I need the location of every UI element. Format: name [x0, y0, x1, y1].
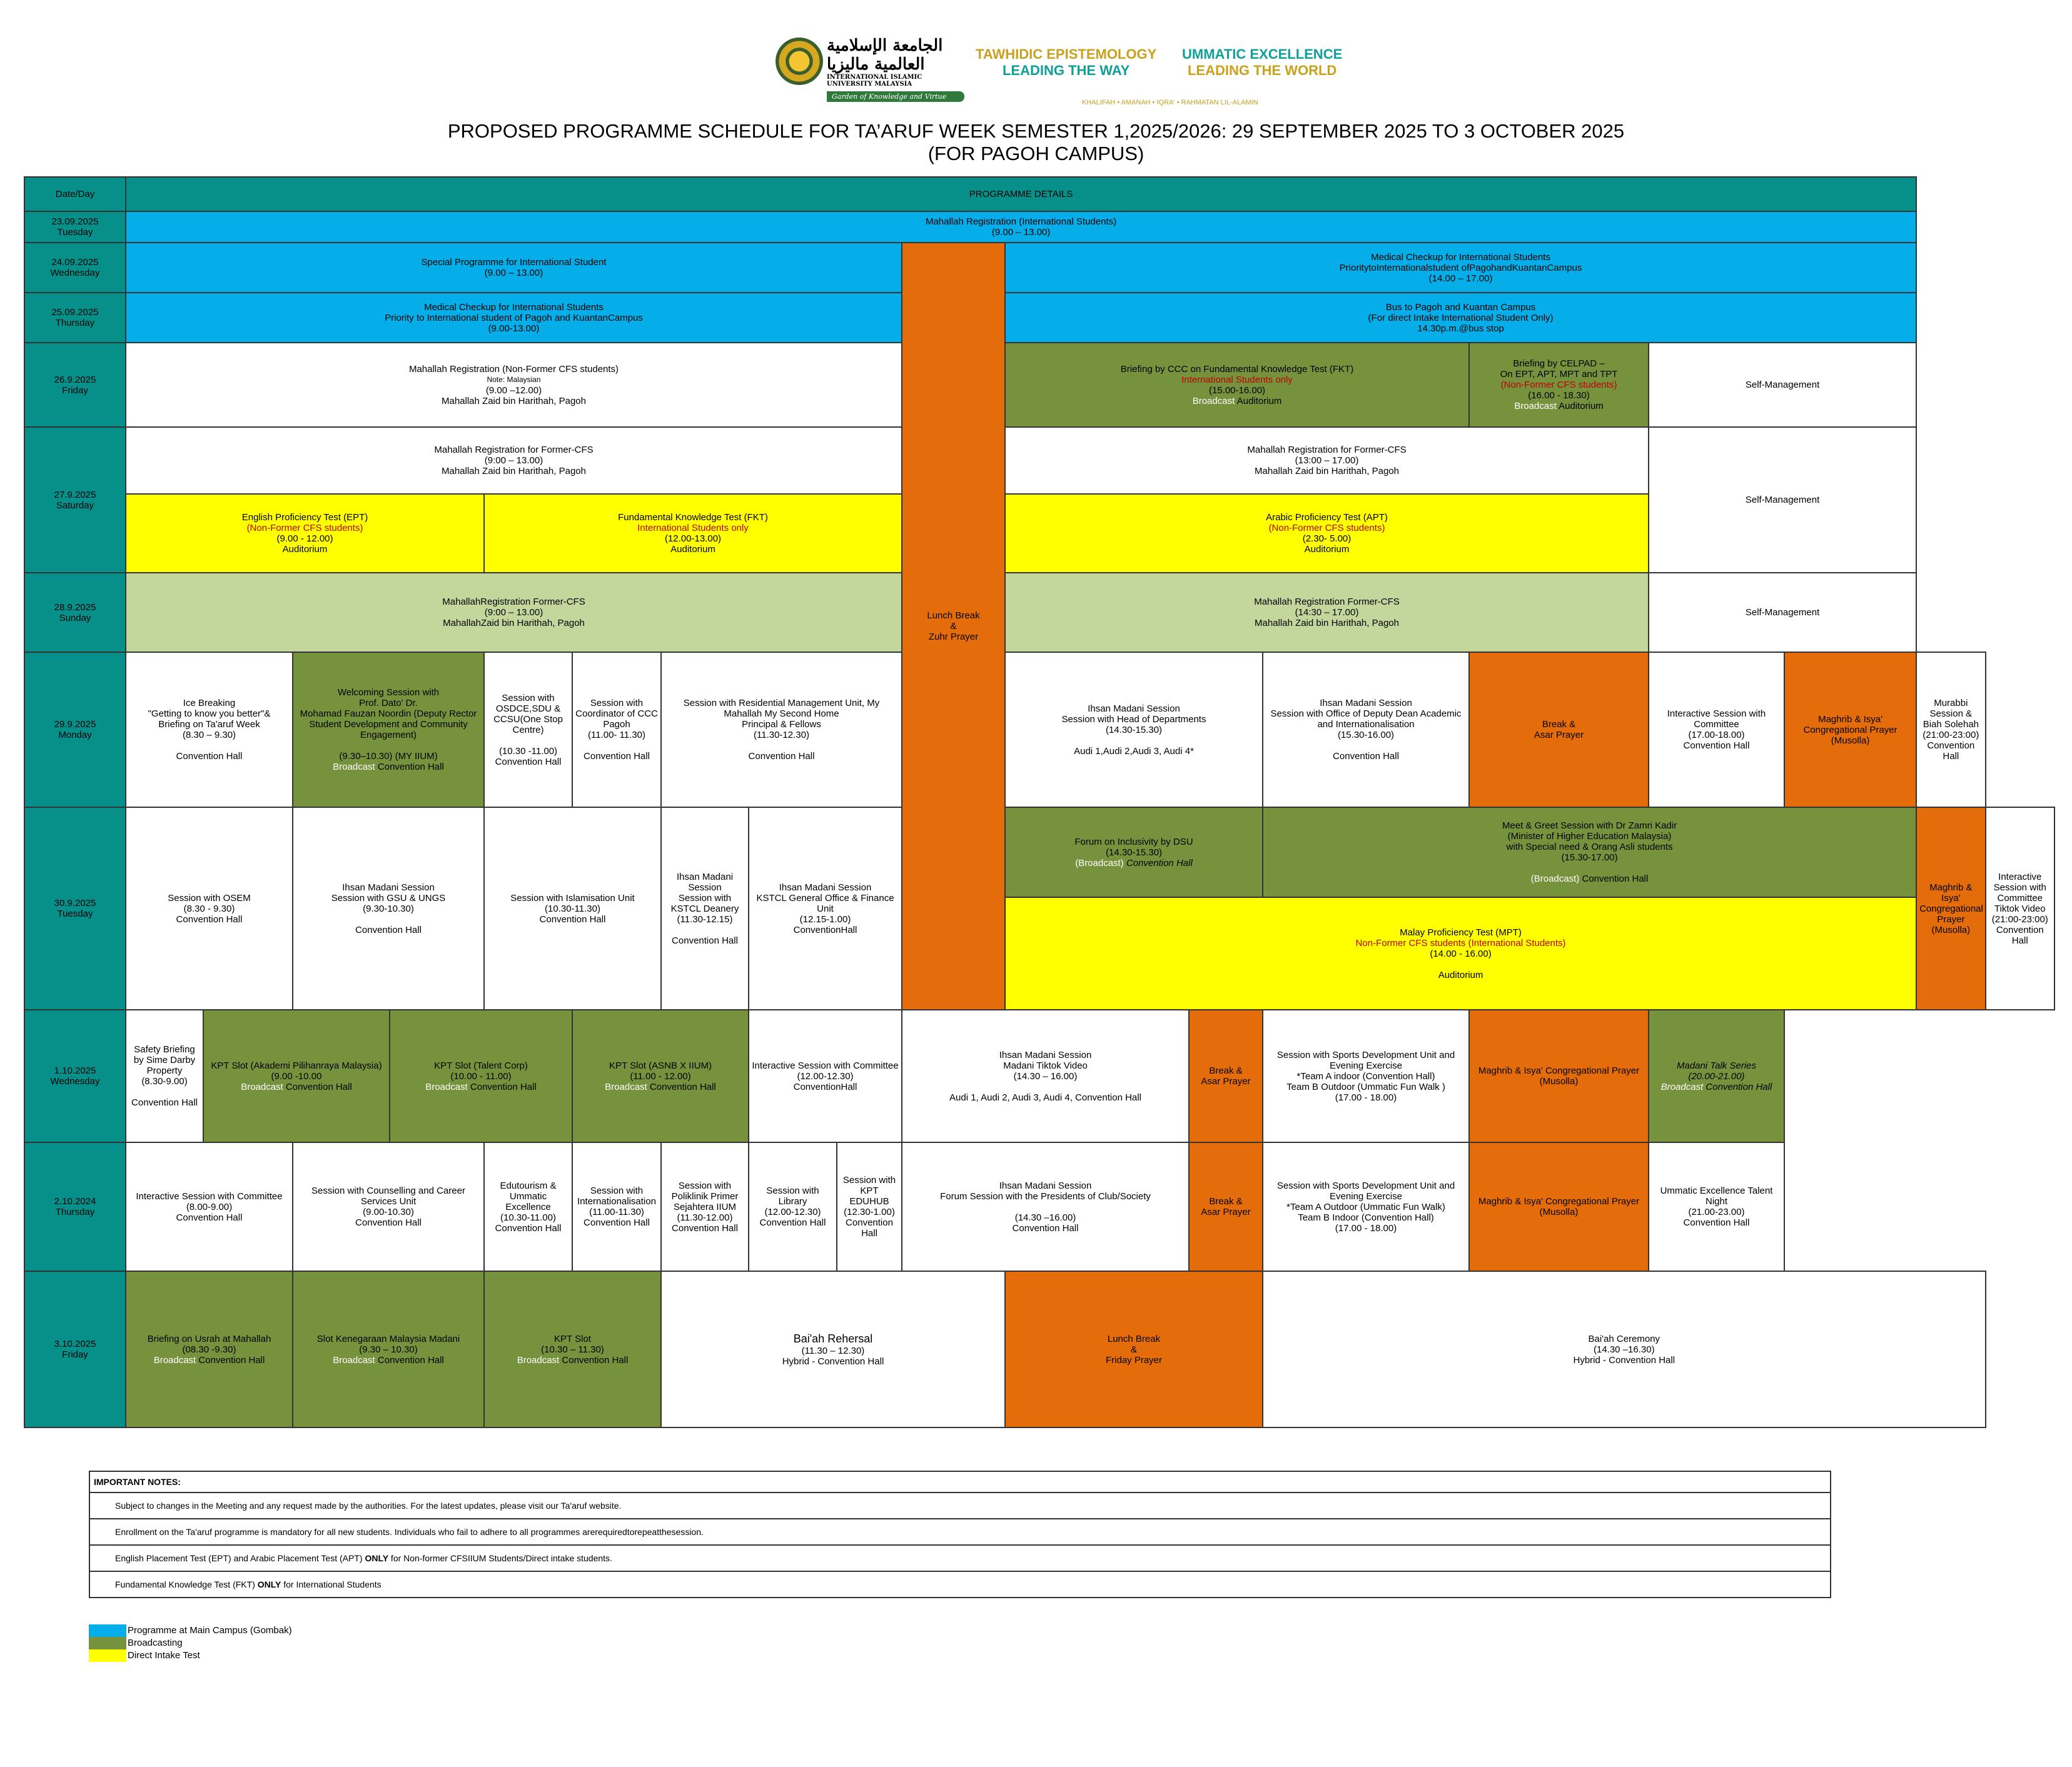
day-cell: 27.9.2025 Saturday	[24, 427, 126, 573]
day-cell: 28.9.2025 Sunday	[24, 573, 126, 652]
session-cell: Bai'ah Rehersal (11.30 – 12.30) Hybrid - Convention Hall	[661, 1271, 1005, 1427]
session-cell: Bus to Pagoh and Kuantan Campus (For direct Intake International Student Only) 14.30p.m.@bus stop	[1005, 293, 1916, 343]
session-cell: Session with Counselling and Career Services Unit (9.00-10.30) Convention Hall	[293, 1142, 484, 1271]
legend-item: Direct Intake Test	[89, 1649, 292, 1662]
session-cell: KPT Slot (Talent Corp) (10.00 - 11.00) Broadcast Convention Hall	[390, 1010, 572, 1142]
session-cell: Medical Checkup for International Students PrioritytoInternationalstudent ofPagohandKuantanCampus (14.00 – 17.00)	[1005, 243, 1916, 293]
session-cell: Session with Poliklinik Primer Sejahtera IIUM (11.30-12.00) Convention Hall	[661, 1142, 749, 1271]
session-cell: Ihsan Madani Session Session with KSTCL Deanery (11.30-12.15) Convention Hall	[661, 807, 749, 1010]
motto: KHALIFAH • AMANAH • IQRA' • RAHMATAN LIL-ALAMIN	[1082, 99, 1258, 106]
session-cell: Medical Checkup for International Students Priority to International student of Pagoh and KuantanCampus (9.00-13.00)	[126, 293, 902, 343]
letterhead	[0, 25, 2072, 113]
session-cell: Mahallah Registration for Former-CFS (9:00 – 13.00) Mahallah Zaid bin Harithah, Pagoh	[126, 427, 902, 494]
important-notes	[89, 1471, 1831, 1598]
session-cell: Session with Coordinator of CCC Pagoh (11.00- 11.30) Convention Hall	[572, 652, 661, 807]
legend-item: Broadcasting	[89, 1637, 292, 1649]
session-cell: Murabbi Session & Biah Solehah (21:00-23:00) Convention Hall	[1916, 652, 1985, 807]
session-cell: Mahallah Registration (Non-Former CFS students) Note: Malaysian (9.00 –12.00) Mahallah Zaid bin Harithah, Pagoh	[126, 343, 902, 427]
header-date-day: Date/Day	[24, 177, 126, 211]
header-programme-details: PROGRAMME DETAILS	[126, 177, 1916, 211]
session-cell: Ihsan Madani Session Session with Head of Departments (14.30-15.30) Audi 1,Audi 2,Audi 3, Audi 4*	[1005, 652, 1263, 807]
session-cell: Interactive Session with Committee (17.00-18.00) Convention Hall	[1649, 652, 1784, 807]
note-item: Enrollment on the Ta'aruf programme is mandatory for all new students. Individuals who fail to adhere to all programmes arerequiredtorepeatthesession.	[89, 1519, 1831, 1545]
slogan-ummatic: UMMATIC EXCELLENCE LEADING THE WORLD	[1182, 46, 1343, 78]
session-cell: Session with Residential Management Unit, My Mahallah My Second Home Principal & Fellows (11.30-12.30) Convention Hall	[661, 652, 902, 807]
legend-swatch-main-campus	[89, 1624, 126, 1637]
slogan-tawhidic: TAWHIDIC EPISTEMOLOGY LEADING THE WAY	[976, 46, 1157, 78]
legend-swatch-intake-test	[89, 1649, 126, 1662]
session-cell: Bai'ah Ceremony (14.30 –16.30) Hybrid - Convention Hall	[1263, 1271, 1986, 1427]
day-cell: 29.9.2025 Monday	[24, 652, 126, 807]
session-cell: Briefing by CCC on Fundamental Knowledge Test (FKT) International Students only (15.00-16.00) Broadcast Auditorium	[1005, 343, 1469, 427]
session-cell: Session with Internationalisation (11.00-11.30) Convention Hall	[572, 1142, 661, 1271]
university-logo: الجامعة الإسلامية العالمية ماليزيا INTERNATIONAL ISLAMIC UNIVERSITY MALAYSIA Garden of Knowledge and Virtue	[827, 36, 964, 102]
day-cell: 25.09.2025 Thursday	[24, 293, 126, 343]
session-cell: Madani Talk Series (20.00-21.00) Broadcast Convention Hall	[1649, 1010, 1784, 1142]
day-cell: 30.9.2025 Tuesday	[24, 807, 126, 1010]
session-cell: Interactive Session with Committee (12.00-12.30) ConventionHall	[749, 1010, 902, 1142]
notes-heading: IMPORTANT NOTES:	[89, 1471, 1831, 1493]
intake-test-cell: Fundamental Knowledge Test (FKT) International Students only (12.00-13.00) Auditorium	[484, 494, 902, 573]
session-cell: Safety Briefing by Sime Darby Property (8.30-9.00) Convention Hall	[126, 1010, 203, 1142]
session-cell: Mahallah Registration (International Students) (9.00 – 13.00)	[126, 211, 1916, 243]
prayer-cell: Maghrib & Isya' Congregational Prayer (Musolla)	[1916, 807, 1985, 1010]
session-cell: Slot Kenegaraan Malaysia Madani (9.30 – 10.30) Broadcast Convention Hall	[293, 1271, 484, 1427]
page-title: PROPOSED PROGRAMME SCHEDULE FOR TA’ARUF WEEK SEMESTER 1,2025/2026: 29 SEPTEMBER 2025 TO 3 OCTOBER 2025 (FOR PAGOH CAMPUS)	[447, 120, 1625, 164]
session-cell: Forum on Inclusivity by DSU (14.30-15.30) (Broadcast) Convention Hall	[1005, 807, 1263, 897]
prayer-cell: Maghrib & Isya' Congregational Prayer (Musolla)	[1469, 1142, 1649, 1271]
session-cell: Meet & Greet Session with Dr Zamri Kadir (Minister of Higher Education Malaysia) with Special need & Orang Asli students (15.30-17.00) (Broadcast) Convention Hall	[1263, 807, 1916, 897]
session-cell: Interactive Session with Committee Tiktok Video (21:00-23:00) Convention Hall	[1986, 807, 2054, 1010]
prayer-cell: Maghrib & Isya' Congregational Prayer (Musolla)	[1469, 1010, 1649, 1142]
session-cell: Session with OSEM (8.30 - 9.30) Convention Hall	[126, 807, 293, 1010]
session-cell: Ice Breaking "Getting to know you better"& Briefing on Ta'aruf Week (8.30 – 9.30) Convention Hall	[126, 652, 293, 807]
session-cell: Self-Management	[1649, 343, 1916, 427]
schedule-table	[24, 176, 2055, 1428]
session-cell: Session with OSDCE,SDU & CCSU(One Stop Centre) (10.30 -11.00) Convention Hall	[484, 652, 572, 807]
session-cell: Interactive Session with Committee (8.00-9.00) Convention Hall	[126, 1142, 293, 1271]
session-cell: Self-Management	[1649, 573, 1916, 652]
session-cell: Edutourism & Ummatic Excellence (10.30-11.00) Convention Hall	[484, 1142, 572, 1271]
day-cell: 24.09.2025 Wednesday	[24, 243, 126, 293]
session-cell: Welcoming Session with Prof. Dato' Dr. Mohamad Fauzan Noordin (Deputy Rector Student Development and Community Engagement) (9.30–10.30) (MY IIUM) Broadcast Convention Hall	[293, 652, 484, 807]
session-cell: Ihsan Madani Session KSTCL General Office & Finance Unit (12.15-1.00) ConventionHall	[749, 807, 902, 1010]
session-cell: Briefing by CELPAD – On EPT, APT, MPT and TPT (Non-Former CFS students) (16.00 - 18.30) Broadcast Auditorium	[1469, 343, 1649, 427]
day-cell: 2.10.2024 Thursday	[24, 1142, 126, 1271]
lunch-break-cell: Lunch Break & Zuhr Prayer	[902, 243, 1005, 1010]
legend	[89, 1624, 292, 1662]
break-cell: Break & Asar Prayer	[1189, 1142, 1263, 1271]
session-cell: Briefing on Usrah at Mahallah (08.30 -9.30) Broadcast Convention Hall	[126, 1271, 293, 1427]
day-cell: 1.10.2025 Wednesday	[24, 1010, 126, 1142]
intake-test-cell: Arabic Proficiency Test (APT) (Non-Former CFS students) (2.30- 5.00) Auditorium	[1005, 494, 1649, 573]
session-cell: Session with Islamisation Unit (10.30-11.30) Convention Hall	[484, 807, 661, 1010]
session-cell: Mahallah Registration Former-CFS (14:30 – 17.00) Mahallah Zaid bin Harithah, Pagoh	[1005, 573, 1649, 652]
session-cell: Ummatic Excellence Talent Night (21.00-23.00) Convention Hall	[1649, 1142, 1784, 1271]
session-cell: KPT Slot (10.30 – 11.30) Broadcast Convention Hall	[484, 1271, 661, 1427]
session-cell: KPT Slot (Akademi Pilihanraya Malaysia) (9.00 -10.00 Broadcast Convention Hall	[203, 1010, 390, 1142]
lunch-break-cell: Lunch Break & Friday Prayer	[1005, 1271, 1263, 1427]
session-cell: Session with Sports Development Unit and Evening Exercise *Team A Outdoor (Ummatic Fun Walk) Team B Indoor (Convention Hall) (17.00 - 18.00)	[1263, 1142, 1469, 1271]
iium-seal-icon	[776, 38, 823, 85]
session-cell: Self-Management	[1649, 427, 1916, 573]
legend-swatch-broadcast	[89, 1637, 126, 1649]
session-cell: Special Programme for International Student (9.00 – 13.00)	[126, 243, 902, 293]
legend-item: Programme at Main Campus (Gombak)	[89, 1624, 292, 1637]
break-cell: Break & Asar Prayer	[1189, 1010, 1263, 1142]
session-cell: Session with Sports Development Unit and Evening Exercise *Team A indoor (Convention Hall) Team B Outdoor (Ummatic Fun Walk ) (17.00 - 18.00)	[1263, 1010, 1469, 1142]
session-cell: Ihsan Madani Session Session with Office of Deputy Dean Academic and Internationalisation (15.30-16.00) Convention Hall	[1263, 652, 1469, 807]
note-item: Subject to changes in the Meeting and any request made by the authorities. For the latest updates, please visit our Ta'aruf website.	[89, 1493, 1831, 1519]
note-item: Fundamental Knowledge Test (FKT) ONLY for International Students	[89, 1571, 1831, 1598]
prayer-cell: Maghrib & Isya' Congregational Prayer (Musolla)	[1784, 652, 1916, 807]
session-cell: KPT Slot (ASNB X IIUM) (11.00 - 12.00) Broadcast Convention Hall	[572, 1010, 749, 1142]
session-cell: Ihsan Madani Session Madani Tiktok Video (14.30 – 16.00) Audi 1, Audi 2, Audi 3, Audi 4, Convention Hall	[902, 1010, 1189, 1142]
day-cell: 26.9.2025 Friday	[24, 343, 126, 427]
intake-test-cell: English Proficiency Test (EPT) (Non-Former CFS students) (9.00 - 12.00) Auditorium	[126, 494, 484, 573]
session-cell: Mahallah Registration for Former-CFS (13:00 – 17.00) Mahallah Zaid bin Harithah, Pagoh	[1005, 427, 1649, 494]
day-cell: 23.09.2025 Tuesday	[24, 211, 126, 243]
session-cell: Session with KPT EDUHUB (12.30-1.00) Convention Hall	[837, 1142, 902, 1271]
intake-test-cell: Malay Proficiency Test (MPT) Non-Former CFS students (International Students) (14.00 - 16.00) Auditorium	[1005, 897, 1916, 1010]
session-cell: Session with Library (12.00-12.30) Convention Hall	[749, 1142, 837, 1271]
note-item: English Placement Test (EPT) and Arabic Placement Test (APT) ONLY for Non-former CFSIIUM Students/Direct intake students.	[89, 1545, 1831, 1571]
session-cell: Ihsan Madani Session Session with GSU & UNGS (9.30-10.30) Convention Hall	[293, 807, 484, 1010]
session-cell: Ihsan Madani Session Forum Session with the Presidents of Club/Society (14.30 –16.00) Convention Hall	[902, 1142, 1189, 1271]
day-cell: 3.10.2025 Friday	[24, 1271, 126, 1427]
session-cell: MahallahRegistration Former-CFS (9:00 – 13.00) MahallahZaid bin Harithah, Pagoh	[126, 573, 902, 652]
break-cell: Break & Asar Prayer	[1469, 652, 1649, 807]
